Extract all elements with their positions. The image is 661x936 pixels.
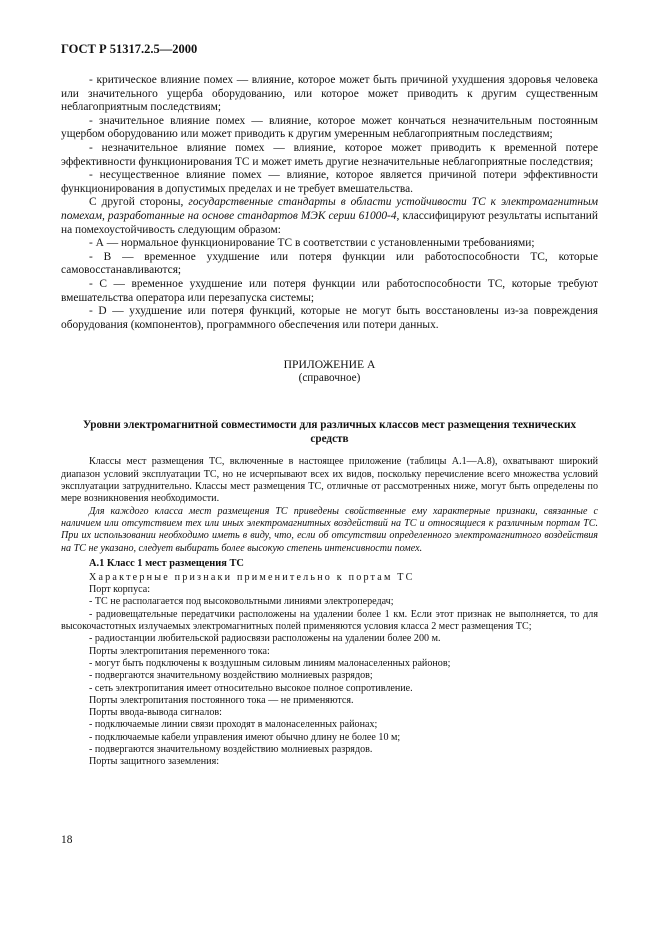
class1-line: - могут быть подключены к воздушным силовым линиям малонаселенных районов; [89, 657, 451, 669]
class1-spaced-heading: Характерные признаки применительно к портам ТС [89, 571, 415, 583]
class1-line: - подвергаются значительному воздействию молниевых разрядов. [89, 744, 373, 755]
document-page [61, 42, 598, 769]
class1-line: - подвергаются значительному воздействию молниевых разрядов; [89, 670, 373, 682]
page-number: 18 [61, 834, 73, 846]
class1-line: - подключаемые линии связи проходят в малонаселенных районах; [89, 719, 378, 731]
class-c: - С — временное ухудшение или потеря функции или работоспособности ТС, которые требуют вмешательства оператора или перезапуска системы; [61, 277, 598, 304]
document-header: ГОСТ Р 51317.2.5—2000 [61, 42, 198, 56]
class1-line: Порты защитного заземления: [89, 756, 220, 768]
class1-line: Порт корпуса: [89, 584, 151, 596]
appendix-body [61, 456, 598, 768]
section-title: Уровни электромагнитной совместимости для различных классов мест размещения технических средств [82, 419, 577, 446]
class1-line: - ТС не располагается под высоковольтными линиями электропередач; [89, 596, 394, 608]
paragraph-classification [61, 196, 598, 237]
paragraph-critical: - критическое влияние помех — влияние, которое может быть причиной ухудшения здоровья человека или значительного ущерба оборудованию, или которое может приводить к другим существенным неблагоприятным последствиям; [61, 74, 598, 114]
paragraph-insignificant: - несущественное влияние помех — влияние, которое является причиной потери эффективности функционирования в допустимых пределах и не требует вмешательства. [61, 169, 598, 195]
class1-line: Порты электропитания переменного тока: [89, 645, 270, 657]
appendix-title: ПРИЛОЖЕНИЕ А [283, 358, 376, 372]
paragraph-minor: - незначительное влияние помех — влияние, которое может приводить к временной потере эффективности функционирования ТС и может иметь другие незначительные неблагоприятные последствия; [61, 141, 598, 168]
class1-line: - сеть электропитания имеет относительно высокое полное сопротивление. [89, 682, 413, 694]
class1-line: - подключаемые кабели управления имеют обычно длину не более 10 м; [89, 731, 401, 743]
classification-start: С другой стороны, [89, 196, 189, 209]
class-b: - В — временное ухудшение или потеря функции или работоспособности ТС, которые самовосстанавливаются; [61, 250, 598, 277]
class-d: - D — ухудшение или потеря функций, которые не могут быть восстановлены из-за повреждения оборудования (компонентов), программного обеспечения или потери данных. [61, 305, 598, 331]
classification-end: классифицируют результаты испытаний на помехоустойчивость следующим образом: [61, 209, 598, 236]
paragraph-significant: - значительное влияние помех — влияние, которое может кончаться незначительным постоянным ущербом оборудованию или может приводить к другим умеренным неблагоприятным последствиям; [61, 114, 598, 141]
classification-italic: государственные стандарты в области устойчивости ТС к электромагнитным помехам, разработанные на основе стандартов МЭК серии 61000-4, [61, 196, 599, 222]
class1-line: Порты ввода-вывода сигналов: [89, 707, 222, 719]
italic-paragraph: Для каждого класса мест размещения ТС приведены свойственные ему характерные признаки, связанные с наличием или отсутствием тех или иных электромагнитных воздействий на ТС и относящиеся к различным портам ТС. При их использовании необходимо иметь в виду, что, если об отсутствии определенного электромагнитного воздействия на ТС не указано, следует выбирать более высокую степень интенсивности помех. [61, 505, 598, 554]
class1-line: Порты электропитания постоянного тока — не применяются. [89, 694, 354, 706]
class-a: - А — нормальное функционирование ТС в соответствии с установленными требованиями; [89, 237, 535, 250]
appendix-subtitle: (справочное) [298, 371, 361, 384]
class1-title: А.1 Класс 1 мест размещения ТС [89, 557, 244, 569]
class1-line: - радиовещательные передатчики расположены на удалении более 1 км. Если этот признак не выполняется, то для высокочастотных излучаемых электромагнитных полей применяются условия класса 2 мест размещения ТС; [61, 608, 598, 633]
intro-paragraph: Классы мест размещения ТС, включенные в настоящее приложение (таблицы А.1—А.8), охватывают широкий диапазон условий эксплуатации ТС, но не исчерпывают всех их видов, поскольку перечисление всего множества условий эксплуатации затруднительно. Классы мест размещения ТС, отличные от рассмотренных ниже, могут быть определены по мере возникновения необходимости. [61, 456, 598, 505]
class1-line: - радиостанции любительской радиосвязи расположены на удалении более 200 м. [89, 633, 441, 645]
